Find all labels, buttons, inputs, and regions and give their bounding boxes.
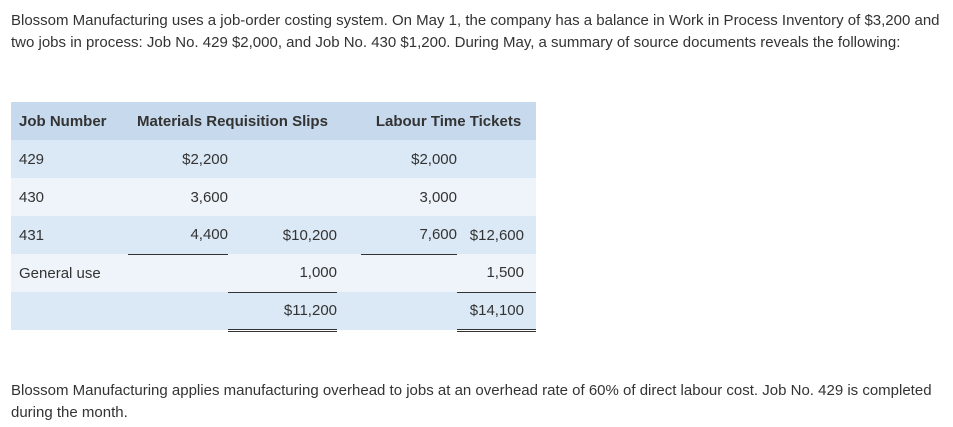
- source-documents-table: [11, 102, 536, 332]
- intro-paragraph: Blossom Manufacturing uses a job-order costing system. On May 1, the company has a balance in Work in Process Inventory of $3,200 and two jobs in process: Job No. 429 $2,000, and Job No. 430 $1,200. During May, a summary of source documents reveals the following:: [11, 12, 940, 51]
- labour-total-cell: [457, 140, 536, 178]
- labour-cell: [361, 254, 457, 292]
- labour-total-cell: 1,500: [457, 254, 536, 292]
- table-row: [11, 292, 536, 330]
- header-spacer: [337, 102, 361, 140]
- table-row: [11, 140, 536, 178]
- table-row: [11, 216, 536, 254]
- materials-total-cell: $10,200: [228, 216, 337, 254]
- materials-total-cell: [228, 178, 337, 216]
- materials-cell: $2,200: [128, 140, 228, 178]
- labour-grand-total-cell: $14,100: [457, 292, 536, 330]
- table-row: [11, 254, 536, 292]
- table-row: [11, 178, 536, 216]
- header-job-number: Job Number: [11, 102, 128, 140]
- materials-cell: 3,600: [128, 178, 228, 216]
- materials-total-cell: [228, 140, 337, 178]
- table-header-row: [11, 102, 536, 140]
- job-number-cell: 430: [11, 178, 128, 216]
- labour-total-cell: [457, 178, 536, 216]
- labour-cell: $2,000: [361, 140, 457, 178]
- overhead-paragraph: Blossom Manufacturing applies manufacturing overhead to jobs at an overhead rate of 60% of direct labour cost. Job No. 429 is completed during the month.: [11, 382, 932, 421]
- labour-cell: 3,000: [361, 178, 457, 216]
- materials-cell: [128, 292, 228, 330]
- materials-cell: 4,400: [128, 216, 228, 254]
- materials-total-cell: 1,000: [228, 254, 337, 292]
- labour-cell: [361, 292, 457, 330]
- header-materials-requisition-slips: Materials Requisition Slips: [128, 102, 337, 140]
- job-number-cell: General use: [11, 254, 128, 292]
- labour-cell: 7,600: [361, 216, 457, 254]
- job-number-cell: 431: [11, 216, 128, 254]
- materials-grand-total-cell: $11,200: [228, 292, 337, 330]
- job-number-cell: 429: [11, 140, 128, 178]
- materials-cell: [128, 254, 228, 292]
- job-number-cell: [11, 292, 128, 330]
- header-labour-time-tickets: Labour Time Tickets: [361, 102, 536, 140]
- labour-total-cell: $12,600: [457, 216, 536, 254]
